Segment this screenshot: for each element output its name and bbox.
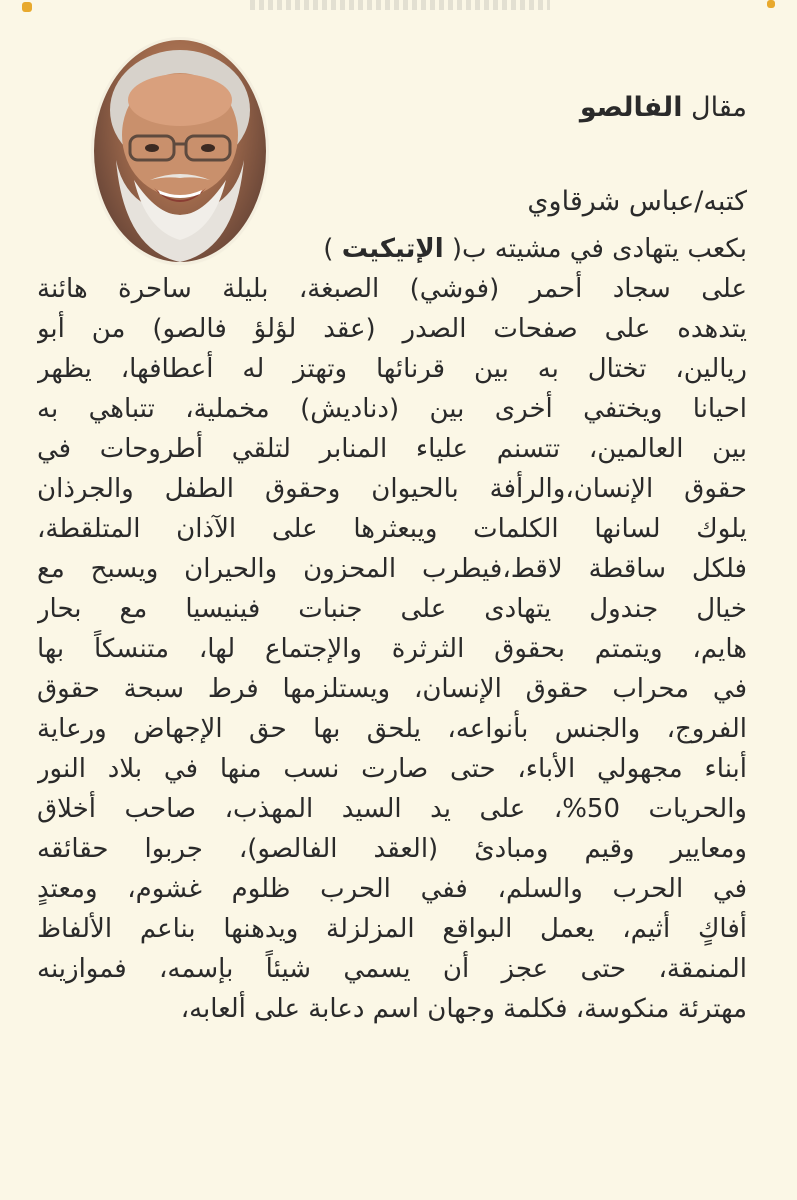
body-line: يلوك لسانها الكلمات ويبعثرها على الآذان المتلقطة، [37, 514, 747, 544]
status-bar-text [250, 0, 550, 10]
body-line: ومعايير وقيم ومبادئ (العقد الفالصو)، جربوا حقائقه [37, 834, 747, 864]
body-line: خيال جندول يتهادى على جنبات فينيسيا مع بحار [37, 594, 747, 624]
top-status-strip [0, 0, 797, 22]
intro-text: بكعب يتهادى في مشيته ب( [443, 234, 747, 264]
body-line: فلكل ساقطة لاقط،فيطرب المحزون والحيران ويسبح مع [37, 554, 747, 584]
intro-end: ) [323, 234, 342, 264]
body-line: الفروج، والجنس بأنواعه، يلحق بها حق الإجهاض ورعاية [37, 714, 747, 744]
body-line: يتدهده على صفحات الصدر (عقد لؤلؤ فالصو) من أبو [37, 314, 747, 344]
body-line: المنمقة، حتى عجز أن يسمي شيئاً بإسمه، فموازينه [37, 954, 747, 984]
body-line: والحريات 50%، على يد السيد المهذب، صاحب أخلاق [37, 794, 747, 824]
body-line: مهترئة منكوسة، فكلمة وجهان اسم دعابة على ألعابه، [180, 994, 747, 1024]
bottom-margin [0, 1178, 797, 1200]
status-indicator-icon [22, 2, 32, 12]
body-line: بين العالمين، تتسنم علياء المنابر لتلقي أطروحات في [37, 434, 747, 464]
intro-line [37, 229, 747, 269]
intro-bold-word: الإتيكيت [341, 234, 444, 264]
body-line: ريالين، تختال به بين قرنائها وتهتز له أعطافها، يظهر [37, 354, 747, 384]
body-line: أفاكٍ أثيم، يعمل البواقع المزلزلة ويدهنها بناعم الألفاظ [37, 914, 747, 944]
body-line: في الحرب والسلم، ففي الحرب ظلوم غشوم، ومعتدٍ [37, 874, 747, 904]
article-title [327, 88, 747, 128]
title-prefix: مقال [682, 92, 747, 123]
body-line: احيانا ويختفي أخرى بين (دناديش) مخملية، تتباهي به [37, 394, 747, 424]
body-line: في محراب حقوق الإنسان، ويستلزمها فرط سبحة حقوق [37, 674, 747, 704]
body-line: على سجاد أحمر (فوشي) الصبغة، بليلة ساحرة هائنة [37, 274, 747, 304]
author-byline: كتبه/عباس شرقاوي [527, 186, 747, 217]
body-line: أبناء مجهولي الأباء، حتى صارت نسب منها في بلاد النور [37, 754, 747, 784]
body-line: هايم، ويتمتم بحقوق الثرثرة والإجتماع لها، متنسكاً بها [37, 634, 747, 664]
status-indicator-icon [767, 0, 775, 8]
article-body [37, 229, 747, 1029]
title-bold-word: الفالصو [579, 92, 683, 123]
body-line: حقوق الإنسان،والرأفة بالحيوان وحقوق الطفل والجرذان [37, 474, 747, 504]
